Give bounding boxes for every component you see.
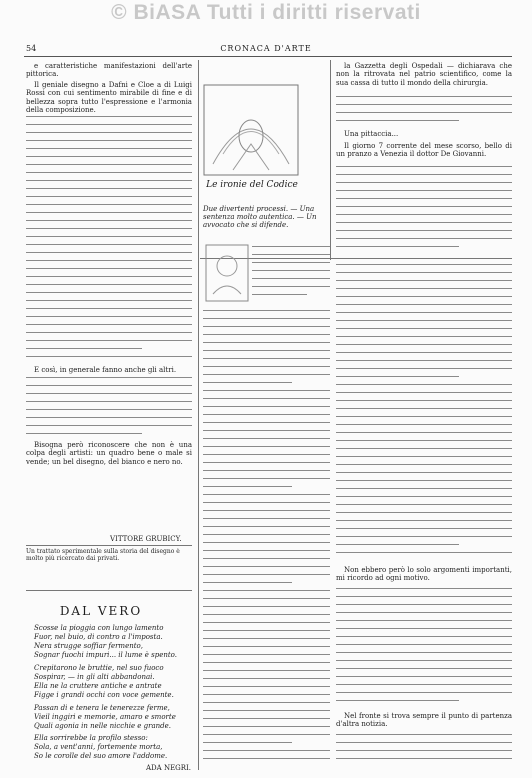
poem-line: So le corolle del suo amore l'addome. xyxy=(34,752,168,760)
right-section-heading xyxy=(336,130,512,140)
left-paragraph: e caratteristiche manifestazioni dell'arte pittorica. xyxy=(26,62,192,79)
left-paragraph: Il geniale disegno a Dafni e Cloe a di Luigi Rossi con cui sentimento mirabile di fine e di bellezza sopra tutto l'espressione e l'armonia della composizione. xyxy=(26,80,192,115)
right-text-block xyxy=(336,166,512,256)
copyright-watermark: © BiASA Tutti i diritti riservati xyxy=(111,1,421,24)
right-text-block xyxy=(336,588,512,708)
poem-line: Figge i grandi occhi con voce gemente. xyxy=(34,691,174,699)
signature-grubicy: VITTORE GRUBICY. xyxy=(110,535,182,543)
right-paragraph: Nel fronte si trova sempre il punto di partenza d'altra notizia. xyxy=(336,712,512,729)
left-paragraph: E così, in generale fanno anche gli altri. xyxy=(34,366,177,375)
poem-stanza xyxy=(34,664,174,700)
right-paragraph: Una pittaccia... xyxy=(344,130,399,138)
page-number: 54 xyxy=(26,44,37,53)
center-text-block xyxy=(252,246,330,304)
right-paragraph: Non ebbero però lo solo argomenti importanti, mi ricordo ad ogni motivo. xyxy=(336,566,512,583)
header-rule xyxy=(24,56,512,57)
ornamental-vignette xyxy=(205,244,249,302)
signature-negri: ADA NEGRI. xyxy=(146,764,192,772)
poem-line: Fuor, nel buio, di contro a l'imposta. xyxy=(34,633,163,641)
poem-line: Nera strugge soffiar fermento, xyxy=(34,642,143,650)
poem-line: Ella sorrirebbe la profilo stesso: xyxy=(34,734,148,742)
poem-line: Sospirar, — in gli alti abbandonai. xyxy=(34,673,155,681)
poem-line: Vieil inggiri e memorie, amaro e smorte xyxy=(34,713,176,721)
right-paragraph-block xyxy=(336,712,512,730)
right-paragraph: Il giorno 7 corrente del mese scorso, bello di un pranzo a Venezia il dottor De Giovanni. xyxy=(336,142,512,159)
poem-line: Passan di e tenera le tenerezze ferme, xyxy=(34,704,170,712)
column-divider-left xyxy=(198,60,199,770)
footnote-rule xyxy=(26,545,192,546)
left-text-block xyxy=(26,116,192,366)
article-title: Le ironie del Codice xyxy=(206,180,298,190)
poem-line: Sognar fuochi impuri... il lume è spento. xyxy=(34,651,177,659)
footnote: Un trattato sperimentale sulla storia del disegno è molto più ricercato dai privati. xyxy=(26,548,180,562)
section-divider xyxy=(26,590,192,591)
right-article-body xyxy=(336,264,512,564)
poem-line: Quali agonia in nelle nicchie e grande. xyxy=(34,722,172,730)
decorative-illustration xyxy=(203,84,299,176)
left-text-block xyxy=(26,377,192,441)
right-paragraph-block xyxy=(336,142,512,162)
left-paragraph: Bisogna però riconoscere che non è una colpa degli artisti: un quadro bene o male si vende; un bel disegno, del bianco e nero no. xyxy=(26,440,192,466)
right-paragraph-block xyxy=(336,566,512,584)
column-divider-right xyxy=(330,60,331,260)
poem-line: Ella ne la cruttere antiche e antrate xyxy=(34,682,162,690)
journal-title: CRONACA D'ARTE xyxy=(220,44,312,53)
article-subtitle: Due divertenti processi. — Una sentenza molto autentica. — Un avvocato che si difende. xyxy=(203,205,317,229)
right-article-intro xyxy=(336,62,512,92)
poem-line: Sola, a vent'anni, fortemente morta, xyxy=(34,743,163,751)
poem-stanza xyxy=(34,704,176,731)
poem-title: DAL VERO xyxy=(59,604,143,618)
poem-stanza xyxy=(34,624,177,660)
left-article xyxy=(26,62,192,532)
right-paragraph: la Gazzetta degli Ospedali — dichiarava che non la ritrovata nel patrio scientifico, come la sua cassa di tutto il mondo della chirurgia. xyxy=(336,62,512,87)
poem-line: Scosse la pioggia con lungo lamento xyxy=(34,624,164,632)
poem-line: Crepitarono le bruttie, nel suo fuoco xyxy=(34,664,164,672)
center-article-body xyxy=(203,310,330,770)
right-text-block xyxy=(336,96,512,128)
poem-stanza xyxy=(34,734,167,761)
page-header xyxy=(26,40,506,54)
right-text-block xyxy=(336,734,512,770)
